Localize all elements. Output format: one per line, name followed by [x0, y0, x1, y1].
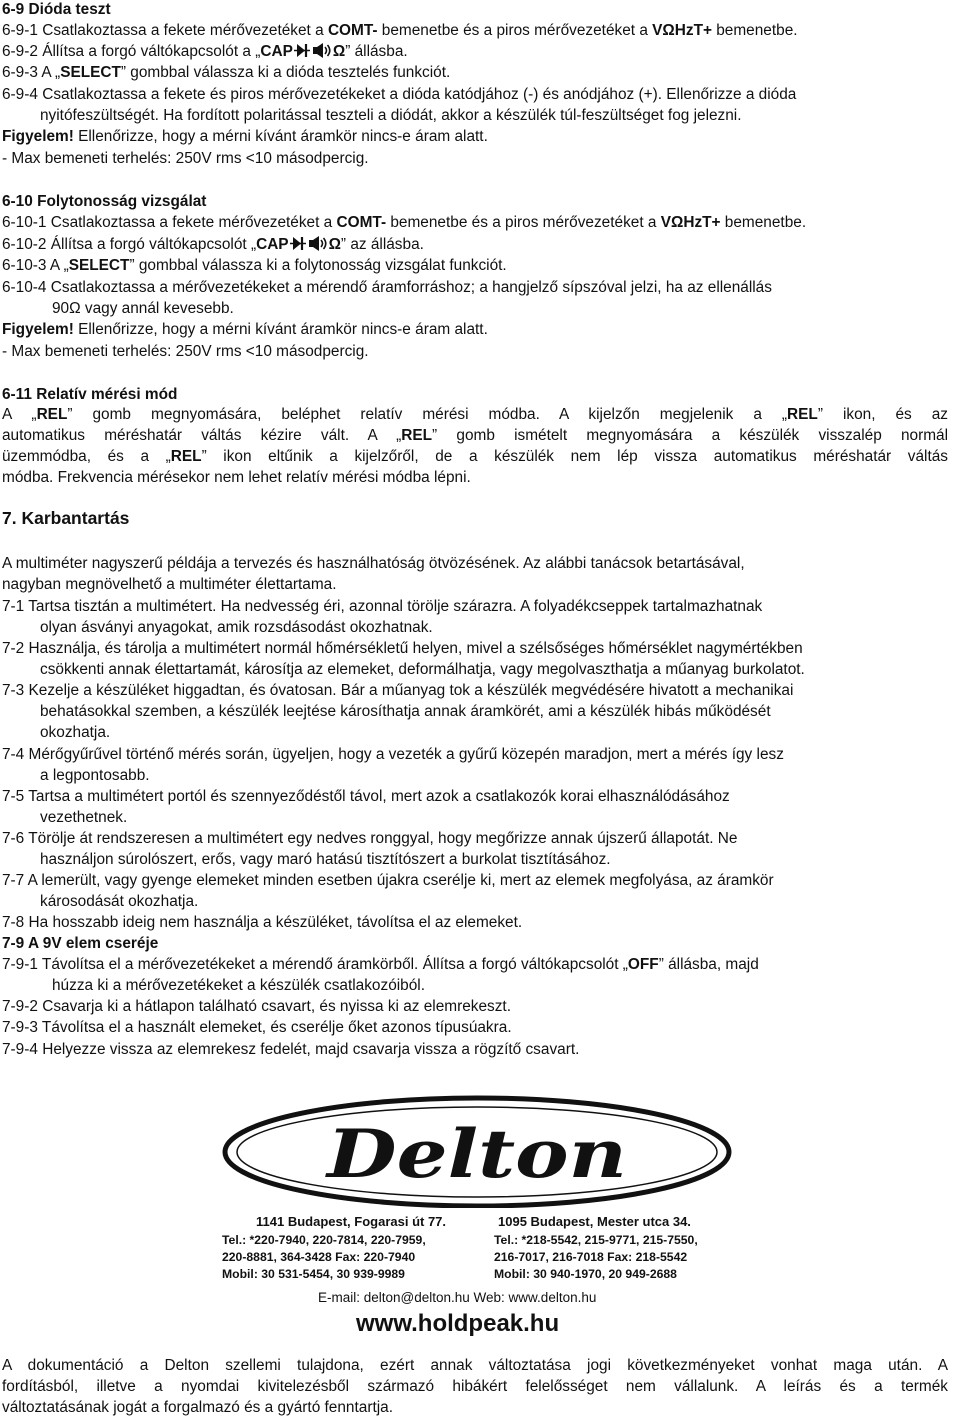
paragraph: [2, 42, 408, 63]
paragraph: [2, 213, 806, 232]
text: OFF: [627, 956, 659, 973]
paragraph: módba. Frekvencia mérésekor nem lehet relatív mérési módba lépni.: [2, 469, 471, 486]
list-item: 7-4 Mérőgyűrűvel történő mérés során, ügyeljen, hogy a vezeték a gyűrű közepén maradjon, mert a mérés így lesz: [2, 746, 784, 763]
text: REL: [401, 427, 433, 444]
list-item: 7-9-4 Helyezze vissza az elemrekesz fedelét, majd csavarja vissza a rögzítő csavart.: [2, 1041, 580, 1058]
text: ” ikon eltűnik a kijelzőről, de a készülék nem lép vissza automatikus méréshatár váltás: [201, 448, 948, 465]
text: ” gombbal válassza ki a folytonosság vizsgálat funkciót.: [129, 257, 507, 274]
list-item-cont: vezethetnek.: [40, 809, 128, 826]
text: Ellenőrizze, hogy a mérni kívánt áramkör nincs-e áram alatt.: [73, 128, 488, 145]
list-item: 7-2 Használja, és tárolja a multimétert normál hőmérsékletű helyen, mivel a szélsőséges hőmérséklet nagymértékben: [2, 640, 803, 657]
paragraph: [2, 235, 424, 256]
paragraph: [2, 405, 948, 424]
delton-logo: [206, 1088, 748, 1208]
list-item: 7-7 A lemerült, vagy gyenge elemeket minden esetben újakra cserélje ki, mert az elemek megfolyása, az áramkör: [2, 872, 774, 889]
paragraph: [2, 447, 948, 466]
paragraph: nyitófeszültségét. Ha fordított polaritással teszteli a diódát, akkor a készülék túl-feszültséget fog jelezni.: [40, 107, 742, 124]
paragraph: 6-10-4 Csatlakoztassa a mérővezetékeket a mérendő áramforráshoz; a hangjelző sípszóval jelzi, ha az ellenállás: [2, 279, 772, 296]
list-item-cont: használjon súrolószert, erős, vagy maró hatású tisztítószert a burkolat tisztításához.: [40, 851, 611, 868]
paragraph: - Max bemeneti terhelés: 250V rms <10 másodpercig.: [2, 150, 369, 167]
text: 6-9-3 A „: [2, 64, 61, 81]
paragraph: 90Ω vagy annál kevesebb.: [52, 300, 234, 317]
text: CAP: [260, 43, 293, 60]
subsection-title-battery: 7-9 A 9V elem cseréje: [2, 935, 159, 952]
text: Figyelem!: [2, 128, 74, 145]
text: ” gombbal válassza ki a dióda tesztelés funkciót.: [120, 64, 451, 81]
text: SELECT: [60, 64, 121, 81]
list-item-cont: károsodását okozhatja.: [40, 893, 199, 910]
text: SELECT: [68, 257, 130, 274]
text: ” ikon, és az: [817, 406, 948, 423]
text: bemenetbe és a piros mérővezetéket a: [377, 22, 653, 39]
text: üzemmódba, és a „: [2, 448, 171, 465]
list-item: [2, 955, 759, 974]
list-item: 7-1 Tartsa tisztán a multimétert. Ha nedvesség éri, azonnal törölje szárazra. A folyadékcseppek tartalmazhatnak: [2, 598, 763, 615]
text: REL: [36, 406, 68, 423]
paragraph: [2, 256, 507, 275]
list-item-cont: a legpontosabb.: [40, 767, 150, 784]
list-item-cont: olyan ásványi anyagokat, amik rozsdásodást okozhatnak.: [40, 619, 433, 636]
contact-line: Tel.: *218-5542, 215-9771, 215-7550,: [494, 1233, 698, 1247]
contact-line: Mobil: 30 531-5454, 30 939-9989: [222, 1267, 405, 1281]
list-item: 7-9-3 Távolítsa el a használt elemeket, és cserélje őket azonos típusúakra.: [2, 1019, 512, 1036]
text: A „: [2, 406, 37, 423]
list-item-cont: csökkenti annak élettartamát, károsítja az elemeket, deformálhatja, vagy megolvaszthatja a műanyag burkolatot.: [40, 661, 805, 678]
text: ” gomb megnyomására, beléphet relatív mérési módba. A kijelzőn megjelenik a „: [67, 406, 788, 423]
paragraph: [2, 426, 948, 445]
address-2: 1095 Budapest, Mester utca 34.: [498, 1214, 691, 1229]
paragraph: - Max bemeneti terhelés: 250V rms <10 másodpercig.: [2, 343, 369, 360]
paragraph: nagyban megnövelhető a multiméter élettartama.: [2, 576, 337, 593]
contact-line: Tel.: *220-7940, 220-7814, 220-7959,: [222, 1233, 426, 1247]
text: 6-10-3 A „: [2, 257, 69, 274]
list-item: 7-6 Törölje át rendszeresen a multimétert egy nedves ronggyal, hogy megőrizze annak újszerű állapotát. Ne: [2, 830, 738, 847]
email-web: E-mail: delton@delton.hu Web: www.delton.hu: [318, 1290, 597, 1305]
text: Ω: [332, 43, 346, 60]
text: ” az állásba.: [340, 236, 424, 253]
list-item-cont: behatásokkal szemben, a készülék leejtése károsíthatja annak áramkörét, ami a készülék hibás működését: [40, 703, 771, 720]
text: 6-9-1 Csatlakoztassa a fekete mérővezetéket a: [2, 22, 328, 39]
address-1: 1141 Budapest, Fogarasi út 77.: [256, 1214, 447, 1229]
text: COMT-: [327, 22, 378, 39]
diode-icon: [290, 236, 306, 256]
list-item: 7-9-2 Csavarja ki a hátlapon található csavart, és nyissa ki az elemrekeszt.: [2, 998, 511, 1015]
list-item-cont: húzza ki a mérővezetékeket a készülék csatlakozóiból.: [52, 977, 425, 994]
list-item-cont: okozhatja.: [40, 724, 111, 741]
paragraph: [2, 21, 798, 40]
text: 7-9-1 Távolítsa el a mérővezetékeket a mérendő áramkörből. Állítsa a forgó váltókapcsolót „: [2, 956, 628, 973]
buzzer-icon: [312, 43, 332, 63]
text: ” állásba, majd: [658, 956, 759, 973]
section-title-maintenance: 7. Karbantartás: [2, 508, 130, 528]
buzzer-icon: [308, 236, 328, 256]
footer-text: A dokumentáció a Delton szellemi tulajdona, ezért annak változtatása jogi következményeket vonhat maga után. A: [2, 1357, 948, 1374]
paragraph: A multiméter nagyszerű példája a tervezés és használhatóság ötvözésének. Az alábbi tanácsok betartásával,: [2, 555, 745, 572]
contact-line: 220-8881, 364-3428 Fax: 220-7940: [222, 1250, 416, 1264]
text: Ω: [328, 236, 341, 253]
text: CAP: [256, 236, 289, 253]
text: 6-10-1 Csatlakoztassa a fekete mérővezetéket a: [2, 214, 337, 231]
diode-icon: [294, 43, 310, 63]
warning: [2, 127, 488, 146]
delton-logo-card: [206, 1088, 748, 1348]
text: Ellenőrizze, hogy a mérni kívánt áramkör nincs-e áram alatt.: [73, 321, 488, 338]
list-item: 7-8 Ha hosszabb ideig nem használja a készüléket, távolítsa el az elemeket.: [2, 914, 523, 931]
text: REL: [170, 448, 202, 465]
section-title-relative-mode: 6-11 Relatív mérési mód: [2, 386, 178, 403]
warning: [2, 320, 488, 339]
list-item: 7-3 Kezelje a készüléket higgadtan, és óvatosan. Bár a műanyag tok a készülék megvédésére hivatott a mechanikai: [2, 682, 794, 699]
footer-text: fordításból, illetve a nyomdai kivitelezésből származó hibákért felelősséget nem vállalunk. A leírás és a termék: [2, 1378, 948, 1395]
paragraph: 6-9-4 Csatlakoztassa a fekete és piros mérővezetékeket a dióda katódjához (-) és anódjához (+). Ellenőrizze a dióda: [2, 86, 797, 103]
text: bemenetbe.: [720, 214, 807, 231]
footer-text: változtatásának jogát a forgalmazó és a gyártó fenntartja.: [2, 1399, 393, 1416]
text: 6-10-2 Állítsa a forgó váltókapcsolót „: [2, 236, 257, 253]
contact-line: Mobil: 30 940-1970, 20 949-2688: [494, 1267, 677, 1281]
text: VΩHzT+: [652, 22, 712, 39]
list-item: 7-5 Tartsa a multimétert portól és szennyeződéstől távol, mert azok a csatlakozók korai elhasználódásához: [2, 788, 730, 805]
section-title-continuity: 6-10 Folytonosság vizsgálat: [2, 193, 207, 210]
contact-line: 216-7017, 216-7018 Fax: 218-5542: [494, 1250, 688, 1264]
text: ” gomb ismételt megnyomására a készülék visszalép normál: [432, 427, 949, 444]
text: VΩHzT+: [660, 214, 721, 231]
section-title-diode-test: 6-9 Dióda teszt: [2, 1, 111, 18]
text: ” állásba.: [345, 43, 408, 60]
text: REL: [787, 406, 818, 423]
text: automatikus méréshatár váltás kézire vált. A „: [2, 427, 402, 444]
text: COMT-: [336, 214, 387, 231]
website: www.holdpeak.hu: [356, 1310, 560, 1337]
text: Figyelem!: [2, 321, 74, 338]
text: bemenetbe.: [711, 22, 798, 39]
paragraph: [2, 63, 450, 82]
text: bemenetbe és a piros mérővezetéket a: [386, 214, 661, 231]
brand-name: Delton: [324, 1115, 627, 1193]
text: 6-9-2 Állítsa a forgó váltókapcsolót a „: [2, 43, 261, 60]
